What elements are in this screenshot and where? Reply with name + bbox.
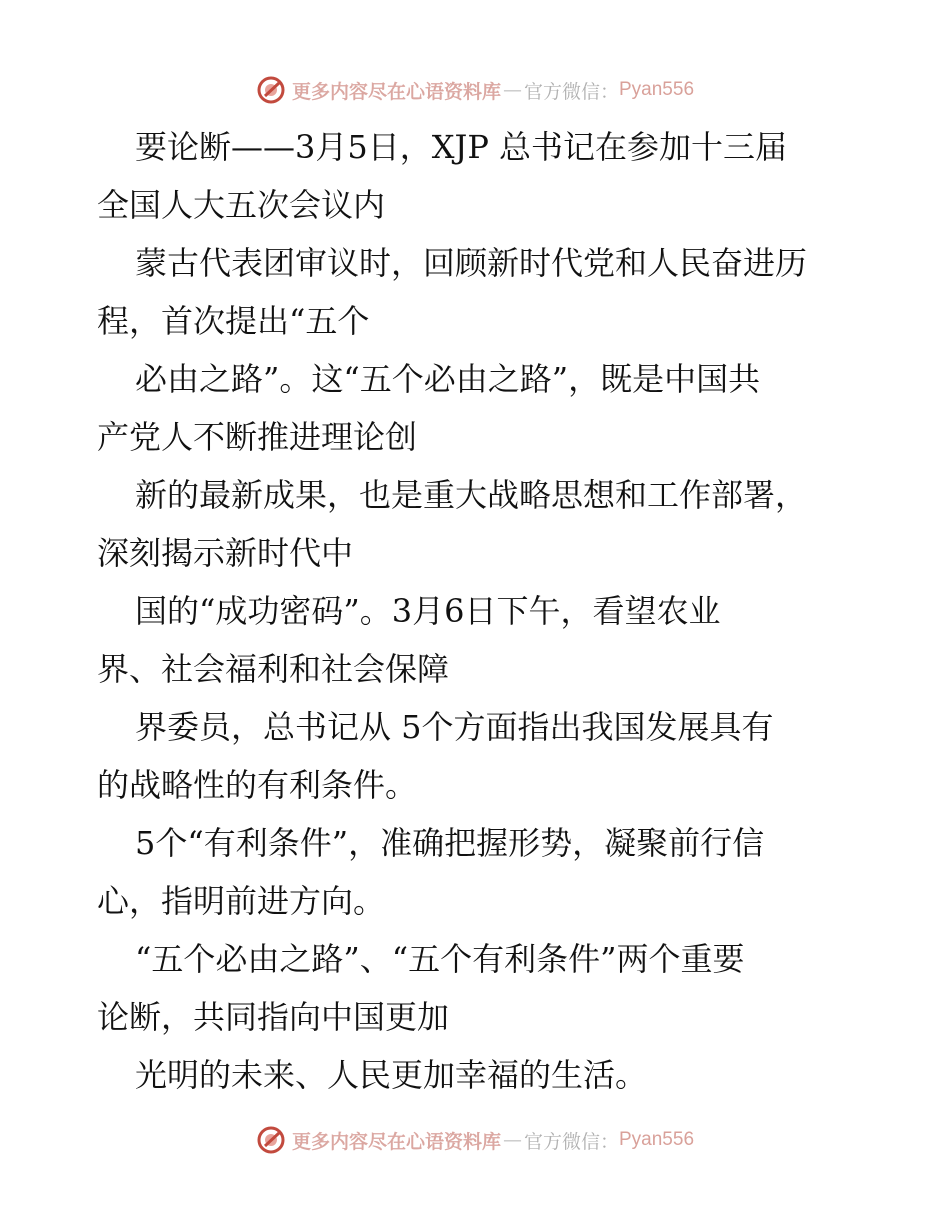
paragraph-line: 要论断——3月5日，XJP 总书记在参加十三届 — [135, 128, 788, 166]
paragraph-line: 的战略性的有利条件。 — [97, 766, 418, 804]
watermark-official-label: 官方微信： — [523, 1130, 619, 1153]
paragraph-line: 蒙古代表团审议时，回顾新时代党和人民奋进历 — [135, 244, 808, 282]
paragraph-line: 国的“成功密码”。3月6日下午，看望农业 — [135, 592, 721, 630]
paragraph-line: 光明的未来、人民更加幸福的生活。 — [135, 1056, 648, 1094]
paragraph-line: 界、社会福利和社会保障 — [97, 650, 450, 688]
watermark-official-label: 官方微信： — [523, 80, 619, 103]
document-body — [97, 118, 857, 1104]
paragraph-line: 产党人不断推进理论创 — [97, 418, 418, 456]
logo-icon — [256, 75, 286, 105]
paragraph-line: 界委员，总书记从 5个方面指出我国发展具有 — [135, 708, 774, 746]
header-watermark — [0, 70, 950, 110]
paragraph-line: 必由之路”。这“五个必由之路”，既是中国共 — [135, 360, 761, 398]
paragraph-line: 论断，共同指向中国更加 — [97, 998, 450, 1036]
paragraph-line: 深刻揭示新时代中 — [97, 534, 354, 572]
paragraph-line: 全国人大五次会议内 — [97, 186, 386, 224]
watermark-wechat-id: Pyan556 — [619, 79, 695, 100]
paragraph — [97, 582, 857, 698]
paragraph-line: 程，首次提出“五个 — [97, 302, 370, 340]
watermark-dash: — — [502, 1129, 522, 1151]
paragraph — [97, 698, 857, 814]
watermark-text: 更多内容尽在心语资料库 — [291, 1130, 501, 1153]
paragraph-line: 5个“有利条件”，准确把握形势，凝聚前行信 — [135, 824, 765, 862]
paragraph-line: 新的最新成果，也是重大战略思想和工作部署， — [135, 476, 808, 514]
watermark-text: 更多内容尽在心语资料库 — [291, 80, 501, 103]
footer-watermark — [0, 1120, 950, 1160]
paragraph — [97, 1046, 857, 1104]
paragraph — [97, 466, 857, 582]
paragraph-line: 心，指明前进方向。 — [97, 882, 386, 920]
paragraph-line: “五个必由之路”、“五个有利条件”两个重要 — [135, 940, 745, 978]
paragraph — [97, 350, 857, 466]
paragraph — [97, 930, 857, 1046]
paragraph — [97, 118, 857, 234]
paragraph — [97, 234, 857, 350]
watermark-wechat-id: Pyan556 — [619, 1129, 695, 1150]
logo-icon — [256, 1125, 286, 1155]
paragraph — [97, 814, 857, 930]
watermark-dash: — — [502, 79, 522, 101]
